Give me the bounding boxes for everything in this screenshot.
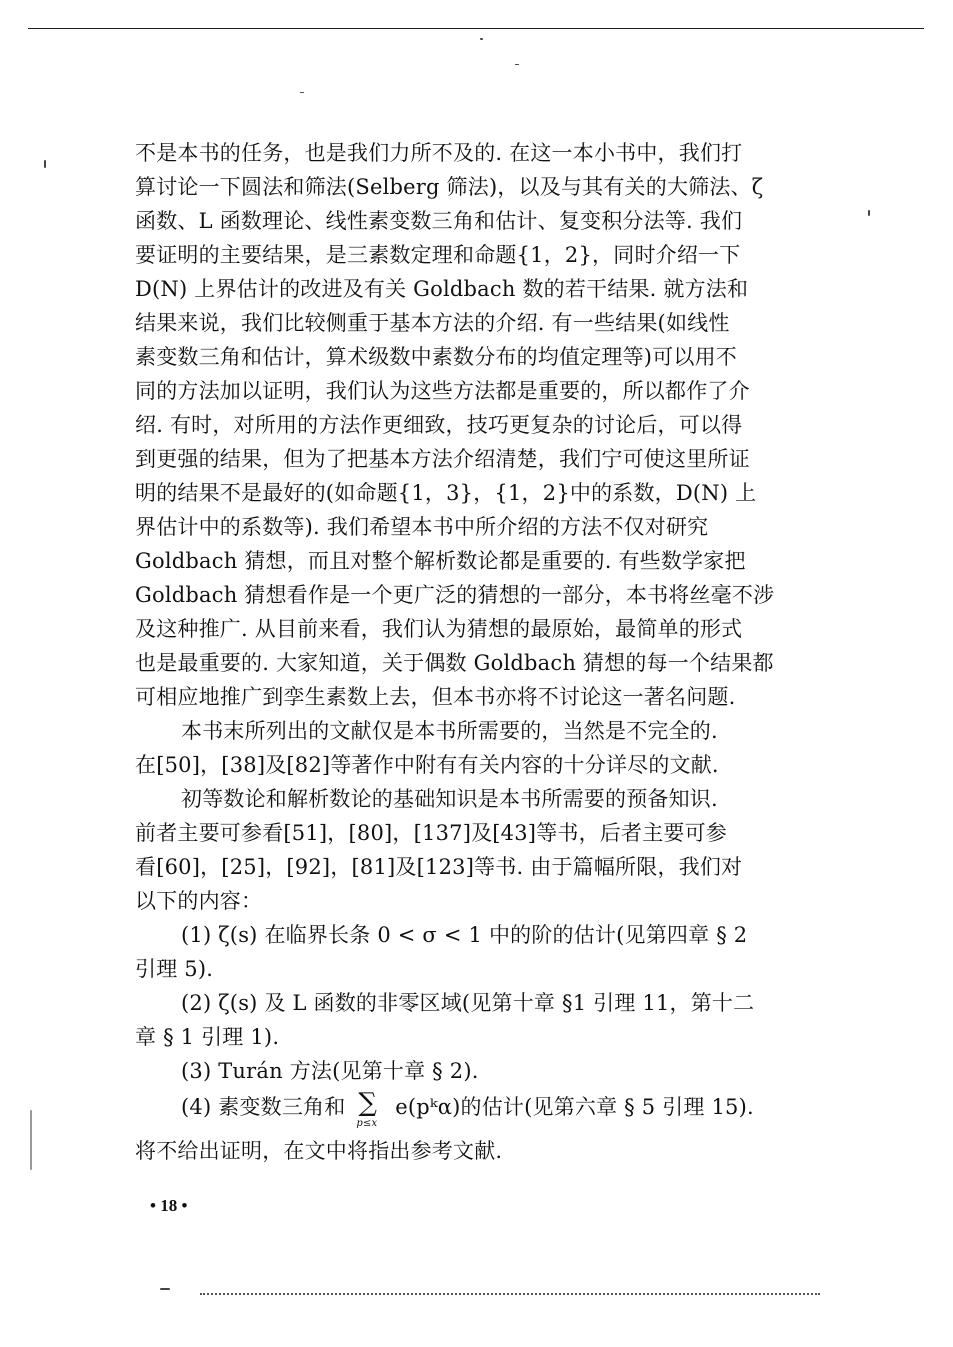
list-item-text: e(pᵏα)的估计(见第六章 § 5 引理 15).: [395, 1095, 754, 1119]
scan-speck: [44, 160, 46, 168]
list-item: (1) ζ(s) 在临界长条 0 < σ < 1 中的阶的估计(见第四章 § 2: [181, 923, 748, 947]
paragraph-line: 可相应地推广到孪生素数上去，但本书亦将不讨论这一著名问题.: [135, 685, 736, 709]
paragraph-line: 初等数论和解析数论的基础知识是本书所需要的预备知识.: [181, 787, 718, 811]
paragraph-line: 绍. 有时，对所用的方法作更细致，技巧更复杂的讨论后，可以得: [135, 413, 743, 437]
list-item-text: (4) 素变数三角和: [181, 1095, 346, 1119]
scan-speck: [160, 1288, 170, 1290]
list-item: (3) Turán 方法(见第十章 § 2).: [181, 1059, 479, 1083]
paragraph-line: 不是本书的任务，也是我们力所不及的. 在这一本小书中，我们打: [135, 141, 743, 165]
paragraph-line: 及这种推广. 从目前来看，我们认为猜想的最原始，最简单的形式: [135, 617, 743, 641]
paragraph-line: 函数、L 函数理论、线性素变数三角和估计、复变积分法等. 我们: [135, 209, 743, 233]
paragraph-line: 算讨论一下圆法和筛法(Selberg 筛法)，以及与其有关的大筛法、ζ: [135, 175, 764, 199]
list-item-continuation: 章 § 1 引理 1).: [135, 1025, 280, 1049]
scan-speck: [480, 38, 483, 40]
document-body: [135, 136, 807, 1168]
list-item: [135, 1088, 807, 1134]
paragraph-line: Goldbach 猜想看作是一个更广泛的猜想的一部分，本书将丝毫不涉: [135, 583, 775, 607]
summation-subscript: p≤x: [356, 1117, 378, 1129]
paragraph-line: 要证明的主要结果，是三素数定理和命题{1，2}，同时介绍一下: [135, 243, 741, 267]
summation-formula: [355, 1087, 385, 1129]
paragraph-line: 将不给出证明，在文中将指出参考文献.: [135, 1139, 503, 1163]
paragraph-line: 以下的内容：: [135, 889, 263, 913]
paragraph-line: 界估计中的系数等). 我们希望本书中所介绍的方法不仅对研究: [135, 515, 709, 539]
list-item-continuation: 引理 5).: [135, 957, 214, 981]
paragraph-line: 也是最重要的. 大家知道，关于偶数 Goldbach 猜想的每一个结果都: [135, 651, 774, 675]
paragraph-line: 到更强的结果，但为了把基本方法介绍清楚，我们宁可使这里所证: [135, 447, 750, 471]
paragraph-line: 素变数三角和估计，算术级数中素数分布的均值定理等)可以用不: [135, 345, 737, 369]
top-rule: [28, 28, 924, 29]
paragraph-line: 本书末所列出的文献仅是本书所需要的，当然是不完全的.: [181, 719, 718, 743]
paragraph-line: 明的结果不是最好的(如命题{1，3}，{1，2}中的系数，D(N) 上: [135, 481, 757, 505]
paragraph-line: 在[50]，[38]及[82]等著作中附有有关内容的十分详尽的文献.: [135, 753, 719, 777]
scan-speck: [515, 64, 519, 65]
summation-sign: ∑: [358, 1087, 378, 1118]
paragraph-line: 结果来说，我们比较侧重于基本方法的介绍. 有一些结果(如线性: [135, 311, 730, 335]
paragraph-line: Goldbach 猜想，而且对整个解析数论都是重要的. 有些数学家把: [135, 549, 746, 573]
scan-speck: [868, 210, 870, 216]
paragraph-line: 看[60]，[25]，[92]，[81]及[123]等书. 由于篇幅所限，我们对: [135, 855, 743, 879]
paragraph-line: 同的方法加以证明，我们认为这些方法都是重要的，所以都作了介: [135, 379, 750, 403]
scan-speck: [30, 1110, 32, 1170]
list-item: (2) ζ(s) 及 L 函数的非零区域(见第十章 §1 引理 11，第十二: [181, 991, 755, 1015]
scan-speck: [300, 92, 304, 93]
bottom-scan-edge: [200, 1293, 820, 1295]
paragraph-line: D(N) 上界估计的改进及有关 Goldbach 数的若干结果. 就方法和: [135, 277, 749, 301]
paragraph-line: 前者主要可参看[51]，[80]，[137]及[43]等书，后者主要可参: [135, 821, 727, 845]
page-number: • 18 •: [150, 1196, 188, 1215]
